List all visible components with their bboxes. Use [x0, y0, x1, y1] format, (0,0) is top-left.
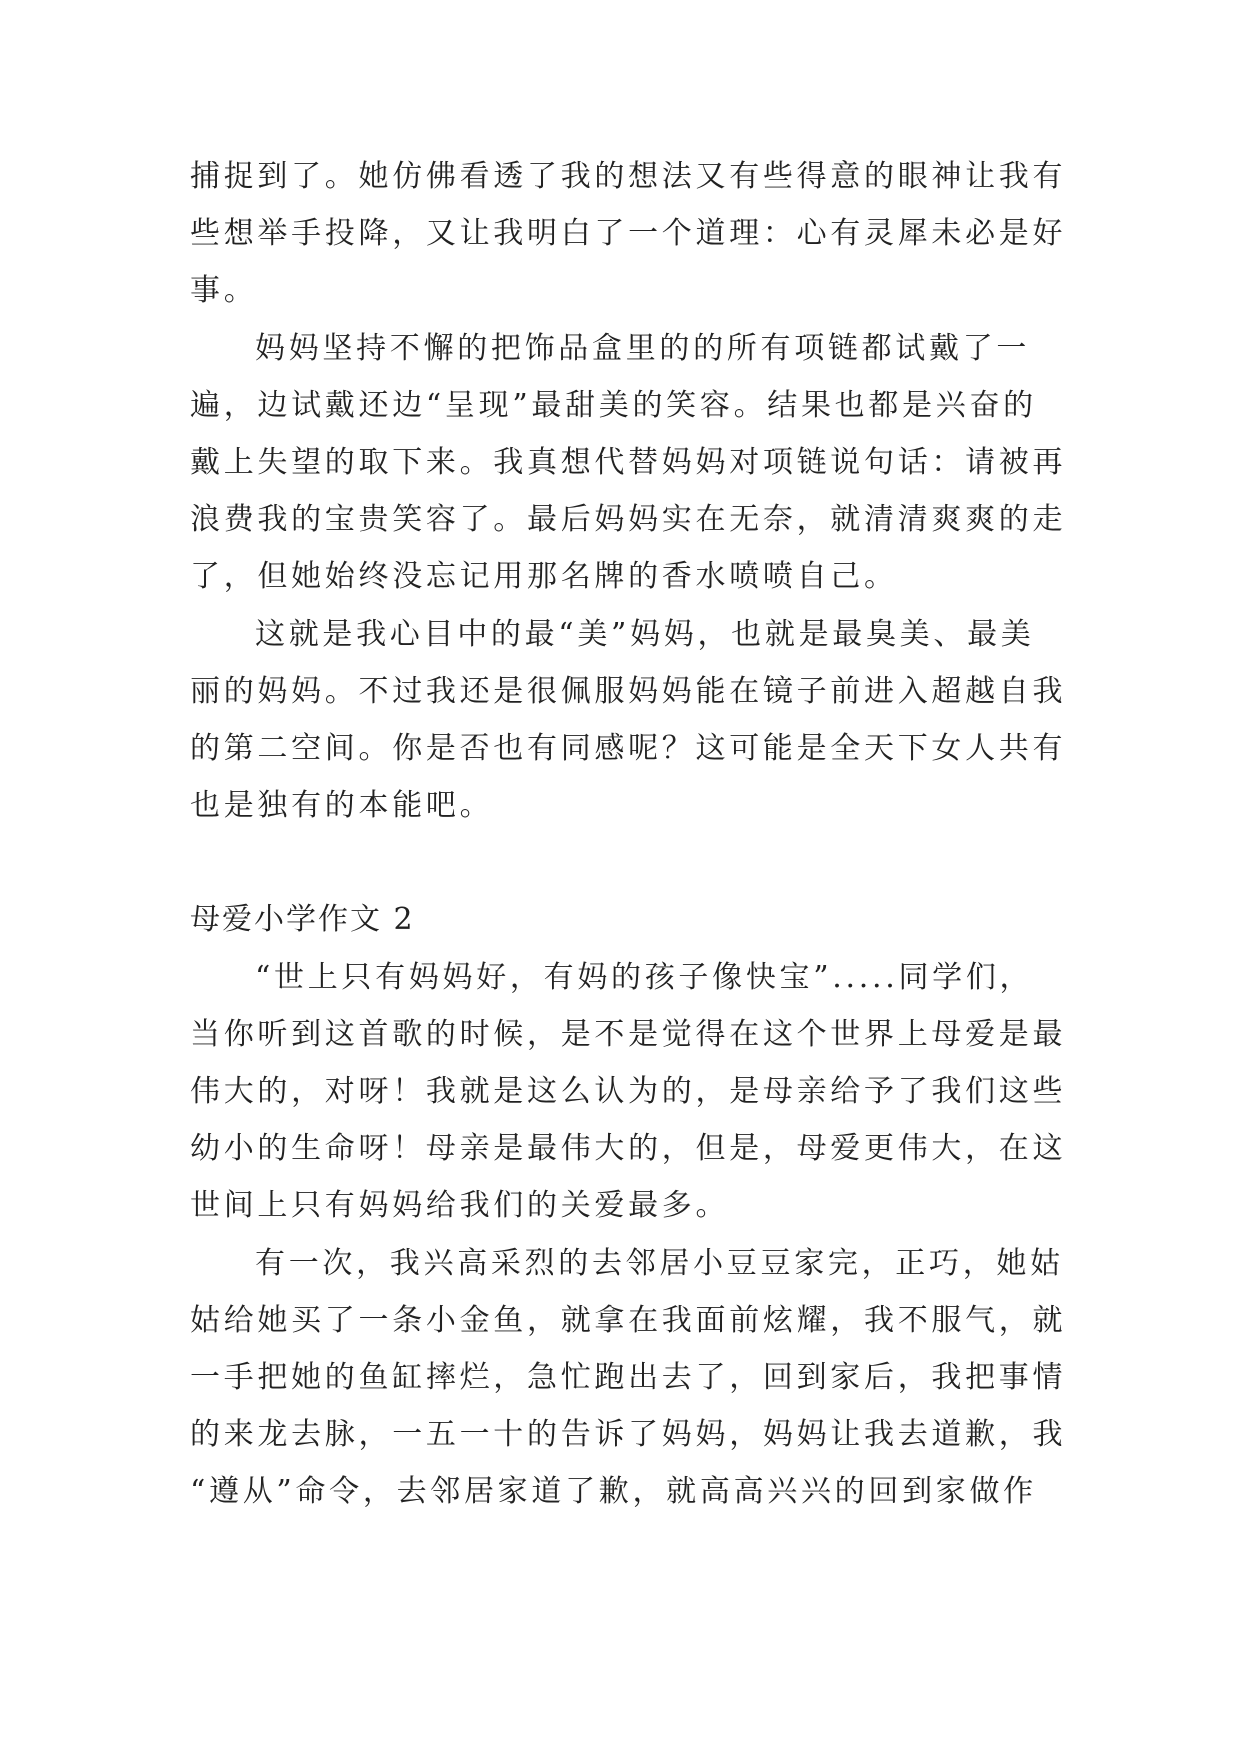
- paragraph-2: [190, 320, 1067, 606]
- text-column: [190, 148, 1067, 1521]
- section-spacer: [190, 834, 1050, 891]
- text-line: “世上只有妈妈好，有妈的孩子像快宝”.....同学们，: [255, 959, 1034, 995]
- text-line: 的来龙去脉，一五一十的告诉了妈妈，妈妈让我去道歉，我: [190, 1417, 1067, 1453]
- text-line: 也是独有的本能吧。: [190, 788, 494, 824]
- text-line: 幼小的生命呀！母亲是最伟大的，但是，母爱更伟大，在这: [190, 1131, 1067, 1167]
- paragraph-1: [190, 148, 1067, 320]
- text-line: “遵从”命令，去邻居家道了歉，就高高兴兴的回到家做作: [190, 1474, 1037, 1510]
- text-line: 捕捉到了。她仿佛看透了我的想法又有些得意的眼神让我有: [190, 159, 1067, 194]
- section-heading: 母爱小学作文 2: [190, 902, 415, 938]
- paragraph-5: [190, 1235, 1067, 1521]
- text-line: 一手把她的鱼缸摔烂，急忙跑出去了，回到家后，我把事情: [190, 1359, 1067, 1395]
- text-line: 这就是我心目中的最“美”妈妈，也就是最臭美、最美: [255, 616, 1035, 652]
- text-line: 事。: [190, 273, 258, 309]
- text-line: 戴上失望的取下来。我真想代替妈妈对项链说句话：请被再: [190, 444, 1067, 480]
- text-line: 当你听到这首歌的时候，是不是觉得在这个世界上母爱是最: [190, 1016, 1067, 1052]
- text-line: 些想举手投降，又让我明白了一个道理：心有灵犀未必是好: [190, 216, 1067, 252]
- text-line: 了，但她始终没忘记用那名牌的香水喷喷自己。: [190, 559, 898, 595]
- text-line: 伟大的，对呀！我就是这么认为的，是母亲给予了我们这些: [190, 1074, 1067, 1109]
- text-line: 有一次，我兴高采烈的去邻居小豆豆家完，正巧，她姑: [255, 1245, 1064, 1281]
- text-line: 丽的妈妈。不过我还是很佩服妈妈能在镜子前进入超越自我: [190, 673, 1067, 709]
- text-line: 浪费我的宝贵笑容了。最后妈妈实在无奈，就清清爽爽的走: [190, 502, 1067, 538]
- paragraph-4: [190, 949, 1067, 1235]
- text-line: 妈妈坚持不懈的把饰品盒里的的所有项链都试戴了一: [255, 330, 1031, 366]
- text-line: 姑给她买了一条小金鱼，就拿在我面前炫耀，我不服气，就: [190, 1302, 1067, 1338]
- text-line: 的第二空间。你是否也有同感呢？这可能是全天下女人共有: [190, 730, 1067, 766]
- text-line: 遍，边试戴还边“呈现”最甜美的笑容。结果也都是兴奋的: [190, 387, 1037, 423]
- text-line: 世间上只有妈妈给我们的关爱最多。: [190, 1188, 730, 1224]
- paragraph-3: [190, 606, 1067, 835]
